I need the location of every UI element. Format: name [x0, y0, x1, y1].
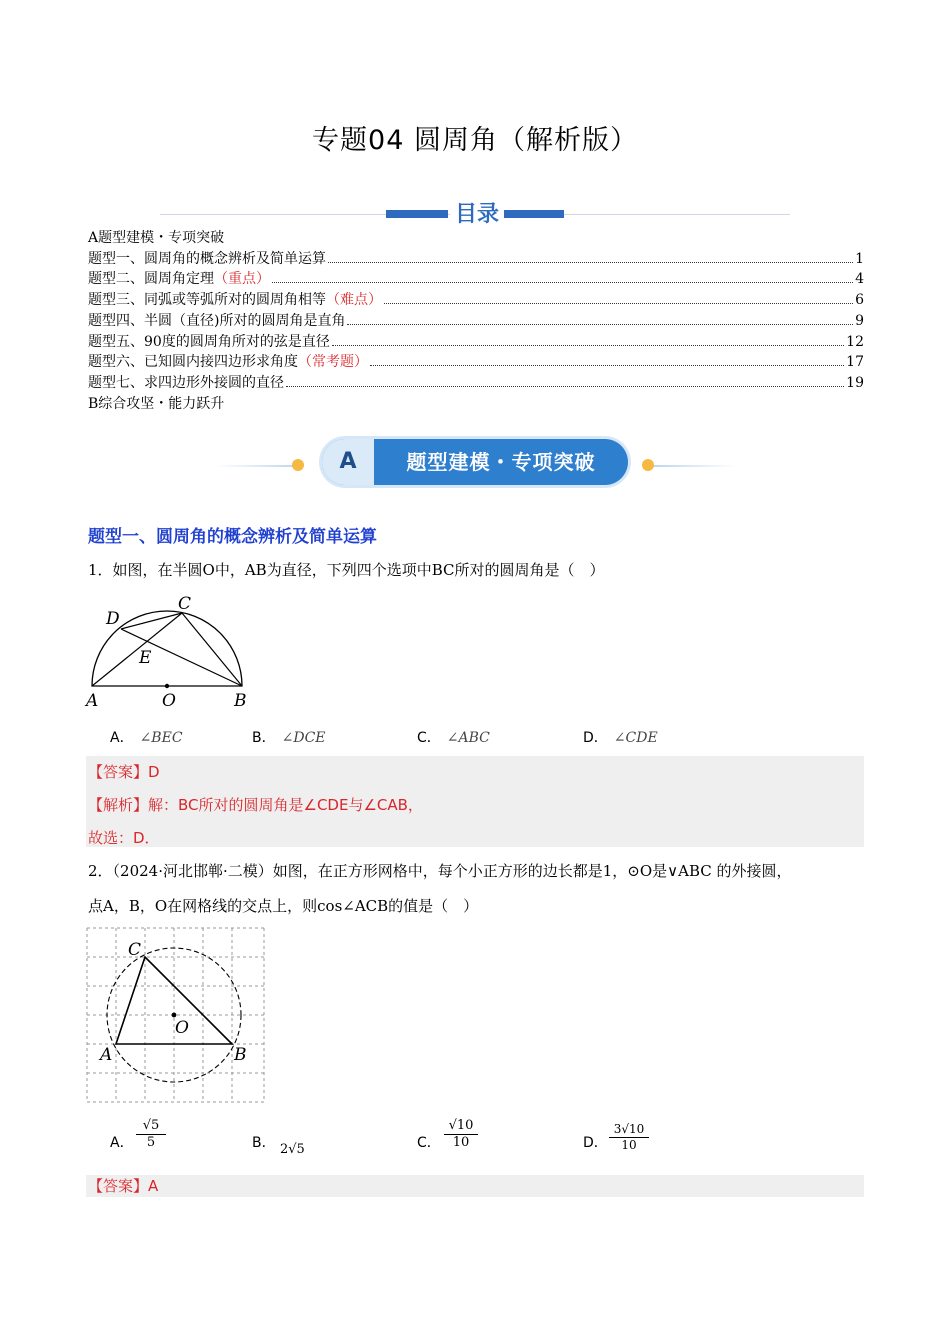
- q1-option-c[interactable]: C． ∠ABC: [417, 730, 490, 746]
- banner-letter: A: [322, 439, 374, 485]
- q1-option-a[interactable]: A． ∠BEC: [110, 730, 183, 746]
- toc-item[interactable]: 题型一、圆周角的概念辨析及简单运算 1: [88, 250, 864, 267]
- q1-option-b[interactable]: B． ∠DCE: [252, 730, 326, 746]
- q2-option-c-den: 10: [452, 1135, 470, 1150]
- label-e: E: [139, 648, 152, 668]
- toc-item[interactable]: 题型三、同弧或等弧所对的圆周角相等 （难点） 6: [88, 292, 864, 309]
- toc-item[interactable]: 题型二、圆周角定理 （重点） 4: [88, 271, 864, 288]
- banner-dot-left: [292, 459, 304, 471]
- q1-semicircle-figure: [84, 592, 254, 710]
- center-point-o: [165, 684, 169, 688]
- label-b: B: [234, 691, 247, 710]
- q2-option-d-den: 10: [621, 1138, 637, 1152]
- q2-option-a-num: √5: [136, 1118, 166, 1135]
- q2-stem-line2: 点A，B，O在网格线的交点上，则cos∠ACB的值是（ ）: [88, 897, 479, 915]
- label-o: O: [175, 1018, 189, 1038]
- q2-stem-line1: 2．（2024·河北邯郸·二模）如图，在正方形网格中，每个小正方形的边长都是1，⊙O是∨ABC 的外接圆，: [88, 862, 792, 880]
- label-a: A: [100, 1045, 113, 1065]
- q2-option-b-key[interactable]: B．: [252, 1135, 276, 1151]
- toc-item[interactable]: 题型四、半圆（直径)所对的圆周角是直角 9: [88, 312, 864, 329]
- banner-line-right: [648, 465, 736, 467]
- q1-stem: 1．如图，在半圆O中，AB为直径，下列四个选项中BC所对的圆周角是（ ）: [88, 561, 605, 579]
- toc-bar-right: [504, 210, 564, 218]
- label-o: O: [162, 691, 176, 710]
- toc-part-b[interactable]: B综合攻坚・能力跃升: [88, 395, 225, 412]
- q2-option-c-num: √10: [444, 1118, 478, 1135]
- toc-item[interactable]: 题型五、90度的圆周角所对的弦是直径 12: [88, 333, 864, 350]
- q2-grid-figure: [86, 927, 266, 1105]
- banner-line-left: [215, 465, 303, 467]
- q2-option-a-fraction[interactable]: [136, 1118, 166, 1150]
- q1-option-d[interactable]: D． ∠CDE: [583, 730, 658, 746]
- q1-answer: 【答案】D: [88, 763, 160, 781]
- label-b: B: [234, 1045, 247, 1065]
- table-of-contents: [88, 228, 864, 414]
- q2-option-d-key[interactable]: D．: [583, 1135, 608, 1151]
- label-a: A: [86, 691, 99, 710]
- q1-analysis: 【解析】解：BC所对的圆周角是∠CDE与∠CAB，: [88, 796, 423, 814]
- toc-bar-left: [386, 210, 448, 218]
- toc-item[interactable]: 题型六、已知圆内接四边形求角度 （常考题） 17: [88, 354, 864, 371]
- q2-option-d-fraction[interactable]: [609, 1122, 649, 1152]
- toc-item[interactable]: 题型七、求四边形外接圆的直径 19: [88, 374, 864, 391]
- q2-option-a-den: 5: [146, 1135, 156, 1150]
- toc-heading: 目录: [450, 197, 504, 228]
- q2-option-c-fraction[interactable]: [444, 1118, 478, 1150]
- q2-option-b-value[interactable]: 2√5: [280, 1142, 305, 1157]
- q1-answer-box: [86, 756, 864, 847]
- q1-conclusion: 故选：D．: [88, 829, 160, 847]
- page-title: 专题04 圆周角（解析版）: [312, 125, 638, 156]
- section-title: 题型一、圆周角的概念辨析及简单运算: [88, 527, 377, 547]
- label-c: C: [128, 940, 142, 960]
- q2-answer: 【答案】A: [88, 1177, 159, 1195]
- center-point-o: [172, 1013, 177, 1018]
- q2-option-c-key[interactable]: C．: [417, 1135, 441, 1151]
- q2-option-d-num: 3√10: [609, 1122, 649, 1138]
- toc-part-a[interactable]: A题型建模・专项突破: [88, 230, 225, 246]
- banner-dot-right: [642, 459, 654, 471]
- label-c: C: [178, 594, 192, 614]
- banner-text: 题型建模・专项突破: [406, 450, 596, 474]
- q2-answer-box: [86, 1175, 864, 1197]
- label-d: D: [106, 609, 120, 629]
- section-banner: [322, 439, 628, 485]
- q2-option-a-key[interactable]: A．: [110, 1135, 134, 1151]
